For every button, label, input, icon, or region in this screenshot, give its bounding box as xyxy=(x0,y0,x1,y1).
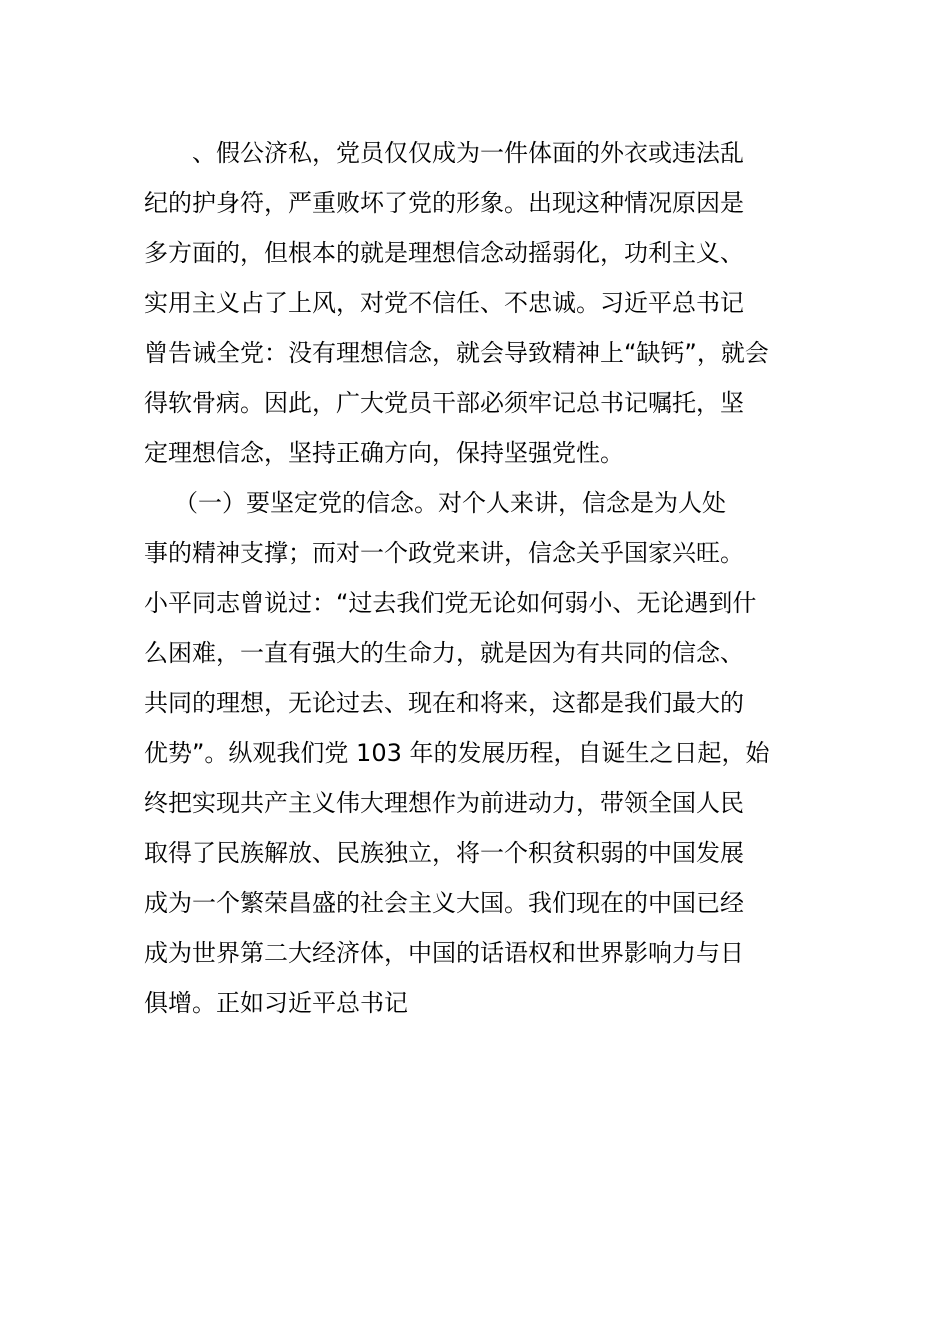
text-line: 俱增。正如习近平总书记 xyxy=(144,989,408,1017)
text-line: （一）要坚定党的信念。对个人来讲，信念是为人处 xyxy=(174,489,726,517)
text-line: 小平同志曾说过：“过去我们党无论如何弱小、无论遇到什 xyxy=(144,589,757,617)
text-line: 共同的理想，无论过去、现在和将来，这都是我们最大的 xyxy=(144,689,744,717)
text-line: 成为世界第二大经济体，中国的话语权和世界影响力与日 xyxy=(144,939,744,967)
text-line: 多方面的，但根本的就是理想信念动摇弱化，功利主义、 xyxy=(144,239,744,267)
text-line: 纪的护身符，严重败坏了党的形象。出现这种情况原因是 xyxy=(144,189,744,217)
body-text xyxy=(144,128,808,1028)
text-line: 定理想信念，坚持正确方向，保持坚强党性。 xyxy=(144,439,624,467)
text-line: 事的精神支撑；而对一个政党来讲，信念关乎国家兴旺。 xyxy=(144,539,744,567)
text-line: 终把实现共产主义伟大理想作为前进动力，带领全国人民 xyxy=(144,789,744,817)
text-line: 实用主义占了上风，对党不信任、不忠诚。习近平总书记 xyxy=(144,289,744,317)
text-line: 取得了民族解放、民族独立，将一个积贫积弱的中国发展 xyxy=(144,839,744,867)
text-line: 成为一个繁荣昌盛的社会主义大国。我们现在的中国已经 xyxy=(144,889,744,917)
text-line: 曾告诫全党：没有理想信念，就会导致精神上“缺钙”，就会 xyxy=(144,339,769,367)
text-line: 优势”。纵观我们党 103 年的发展历程，自诞生之日起，始 xyxy=(144,739,770,767)
text-line: 、假公济私，党员仅仅成为一件体面的外衣或违法乱 xyxy=(192,139,744,167)
text-line: 么困难，一直有强大的生命力，就是因为有共同的信念、 xyxy=(144,639,744,667)
text-line: 得软骨病。因此，广大党员干部必须牢记总书记嘱托，坚 xyxy=(144,389,744,417)
